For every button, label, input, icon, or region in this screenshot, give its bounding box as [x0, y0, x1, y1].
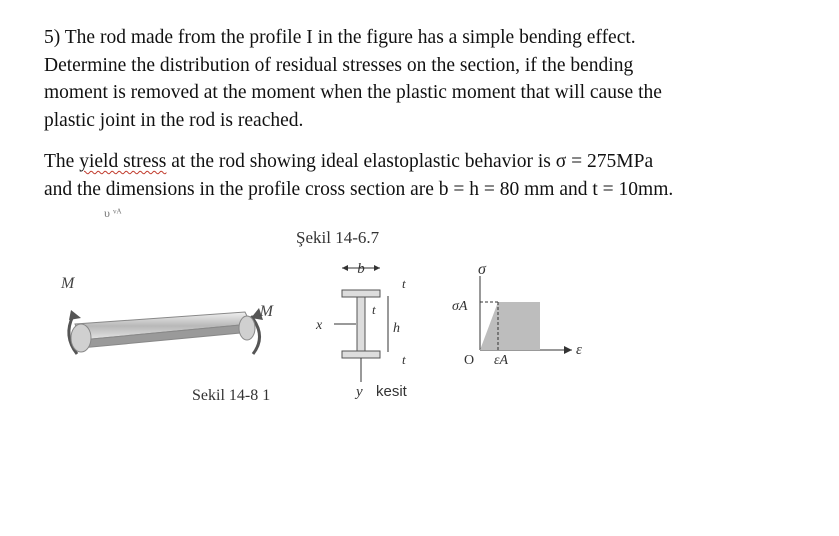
- problem-line-3: moment is removed at the moment when the plastic moment that will cause the: [44, 82, 662, 103]
- eps-axis-label: ε: [576, 342, 582, 358]
- problem-line-1: 5) The rod made from the profile I in the figure has a simple bending effect.: [44, 27, 636, 48]
- moment-label-right: M: [259, 303, 273, 320]
- text-fragment: at the rod showing ideal elastoplastic behavior is σ = 275MPa: [166, 151, 654, 172]
- web: [357, 297, 365, 351]
- yield-stress-line: [44, 148, 834, 176]
- problem-data-paragraph: [44, 148, 834, 203]
- t-label-bottom: t: [402, 352, 406, 367]
- x-label: x: [316, 318, 323, 333]
- i-section: [306, 256, 436, 406]
- sigma-a-label: σA: [452, 299, 468, 314]
- h-label: h: [393, 321, 400, 336]
- sigma-axis-label: σ: [478, 261, 486, 278]
- t-label-web: t: [372, 302, 376, 317]
- problem-statement: [44, 24, 824, 134]
- moment-label-left: M: [61, 275, 75, 292]
- spellcheck-underlined-text: yield stress: [79, 151, 167, 172]
- problem-line-4: plastic joint in the rod is reached.: [44, 109, 304, 131]
- caption-top: Şekil 14-6.7: [296, 228, 380, 247]
- elastoplastic-area: [480, 302, 540, 350]
- beam-illustration: [55, 266, 275, 386]
- y-label: y: [356, 384, 363, 400]
- kesit-label: kesit: [376, 383, 407, 400]
- faint-marks: υ ᵛᴬ: [104, 206, 122, 220]
- text-fragment: The: [44, 151, 80, 172]
- caption-bottom: Sekil 14-8 1: [192, 387, 271, 404]
- problem-line-2: Determine the distribution of residual stresses on the section, if the bending: [44, 54, 634, 76]
- b-label: b: [357, 261, 365, 277]
- origin-label: O: [464, 353, 475, 368]
- dimensions-line: and the dimensions in the profile cross section are b = h = 80 mm and t = 10mm.: [44, 178, 674, 200]
- eps-a-label: εA: [494, 353, 509, 368]
- t-label-top: t: [402, 276, 406, 291]
- stress-strain-diagram: [448, 258, 598, 370]
